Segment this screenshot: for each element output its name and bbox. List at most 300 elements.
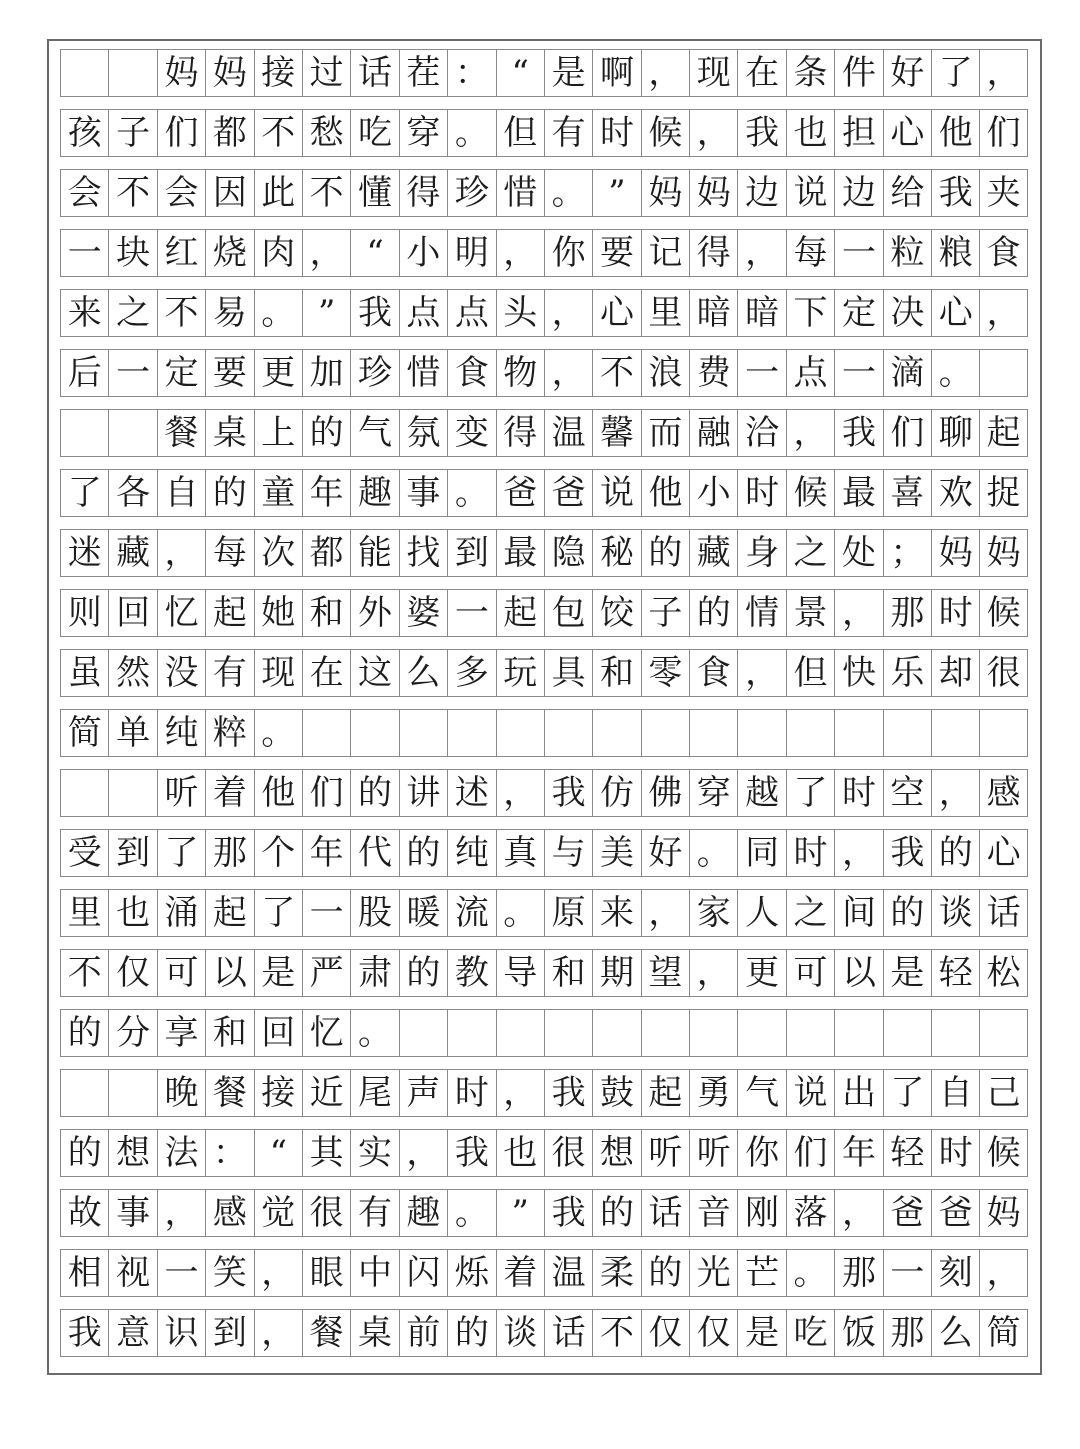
grid-cell: 一 bbox=[834, 229, 882, 277]
character-grid bbox=[60, 49, 1028, 1369]
grid-cell: 的 bbox=[641, 529, 689, 577]
grid-cell bbox=[979, 709, 1027, 757]
grid-cell: 话 bbox=[641, 1189, 689, 1237]
grid-cell: ， bbox=[689, 949, 737, 997]
grid-cell: 故 bbox=[60, 1189, 108, 1237]
grid-cell: 童 bbox=[254, 469, 302, 517]
grid-cell: 来 bbox=[592, 889, 640, 937]
grid-cell: 吃 bbox=[350, 109, 398, 157]
grid-row bbox=[60, 349, 1028, 397]
grid-cell: 一 bbox=[834, 349, 882, 397]
grid-cell bbox=[302, 709, 350, 757]
grid-cell: 餐 bbox=[157, 409, 205, 457]
grid-cell: ， bbox=[834, 1189, 882, 1237]
grid-cell: 仅 bbox=[108, 949, 156, 997]
grid-cell: 佛 bbox=[641, 769, 689, 817]
grid-cell: 景 bbox=[786, 589, 834, 637]
grid-cell: 捉 bbox=[979, 469, 1027, 517]
grid-cell: 话 bbox=[350, 49, 398, 97]
grid-cell: 么 bbox=[399, 649, 447, 697]
grid-cell: 己 bbox=[979, 1069, 1027, 1117]
grid-cell: 不 bbox=[108, 169, 156, 217]
grid-cell: 眼 bbox=[302, 1249, 350, 1297]
grid-cell: 回 bbox=[108, 589, 156, 637]
grid-cell: 股 bbox=[350, 889, 398, 937]
grid-cell bbox=[399, 1009, 447, 1057]
grid-cell: 在 bbox=[302, 649, 350, 697]
grid-cell: 是 bbox=[883, 949, 931, 997]
grid-cell: 感 bbox=[205, 1189, 253, 1237]
grid-cell bbox=[737, 1009, 785, 1057]
grid-cell: 们 bbox=[883, 409, 931, 457]
grid-cell: 纯 bbox=[447, 829, 495, 877]
grid-cell bbox=[544, 1009, 592, 1057]
grid-cell: 刻 bbox=[931, 1249, 979, 1297]
grid-cell: 烁 bbox=[447, 1249, 495, 1297]
grid-row bbox=[60, 1249, 1028, 1297]
grid-cell: 珍 bbox=[350, 349, 398, 397]
grid-cell: ， bbox=[834, 829, 882, 877]
grid-cell: 边 bbox=[737, 169, 785, 217]
grid-cell: 受 bbox=[60, 829, 108, 877]
grid-cell: 食 bbox=[689, 649, 737, 697]
grid-cell: 时 bbox=[737, 469, 785, 517]
grid-cell: 到 bbox=[108, 829, 156, 877]
grid-cell: “ bbox=[254, 1129, 302, 1177]
grid-cell: 妈 bbox=[641, 169, 689, 217]
grid-cell: 条 bbox=[786, 49, 834, 97]
grid-cell: 暗 bbox=[737, 289, 785, 337]
grid-cell: 食 bbox=[447, 349, 495, 397]
grid-cell: 越 bbox=[737, 769, 785, 817]
grid-cell: 的 bbox=[447, 1309, 495, 1357]
grid-cell: 听 bbox=[689, 1129, 737, 1177]
grid-cell: 时 bbox=[786, 829, 834, 877]
grid-cell: 迷 bbox=[60, 529, 108, 577]
grid-cell: 时 bbox=[931, 1129, 979, 1177]
grid-cell: 尾 bbox=[350, 1069, 398, 1117]
grid-cell: 聊 bbox=[931, 409, 979, 457]
grid-cell: 上 bbox=[254, 409, 302, 457]
grid-cell: 讲 bbox=[399, 769, 447, 817]
grid-cell: 多 bbox=[447, 649, 495, 697]
grid-cell: 而 bbox=[641, 409, 689, 457]
grid-cell: 以 bbox=[834, 949, 882, 997]
grid-cell: 真 bbox=[496, 829, 544, 877]
grid-cell: 但 bbox=[786, 649, 834, 697]
grid-cell: 谈 bbox=[931, 889, 979, 937]
grid-cell: ， bbox=[302, 229, 350, 277]
grid-cell: 最 bbox=[496, 529, 544, 577]
grid-cell: 时 bbox=[834, 769, 882, 817]
grid-cell: 一 bbox=[737, 349, 785, 397]
grid-cell: 们 bbox=[157, 109, 205, 157]
grid-cell: 很 bbox=[544, 1129, 592, 1177]
grid-cell: 一 bbox=[302, 889, 350, 937]
grid-cell: 说 bbox=[786, 169, 834, 217]
grid-cell: 与 bbox=[544, 829, 592, 877]
grid-cell: 妈 bbox=[931, 529, 979, 577]
grid-cell: 饺 bbox=[592, 589, 640, 637]
grid-cell: ， bbox=[157, 1189, 205, 1237]
grid-cell: 小 bbox=[689, 469, 737, 517]
grid-cell: 是 bbox=[544, 49, 592, 97]
grid-cell: 自 bbox=[157, 469, 205, 517]
grid-cell: 的 bbox=[399, 829, 447, 877]
grid-cell: 着 bbox=[205, 769, 253, 817]
grid-cell: 候 bbox=[786, 469, 834, 517]
grid-cell: 有 bbox=[205, 649, 253, 697]
grid-cell: 包 bbox=[544, 589, 592, 637]
grid-cell: ， bbox=[834, 589, 882, 637]
grid-cell: 晚 bbox=[157, 1069, 205, 1117]
grid-cell: 代 bbox=[350, 829, 398, 877]
grid-cell: 说 bbox=[786, 1069, 834, 1117]
grid-cell: ， bbox=[737, 649, 785, 697]
grid-cell: 空 bbox=[883, 769, 931, 817]
grid-cell: 心 bbox=[883, 109, 931, 157]
grid-cell: 现 bbox=[254, 649, 302, 697]
grid-cell: 洽 bbox=[737, 409, 785, 457]
grid-cell: 好 bbox=[883, 49, 931, 97]
grid-cell: 么 bbox=[931, 1309, 979, 1357]
grid-cell: 那 bbox=[834, 1249, 882, 1297]
grid-cell: 的 bbox=[205, 469, 253, 517]
grid-cell: 了 bbox=[254, 889, 302, 937]
grid-cell: 穿 bbox=[399, 109, 447, 157]
grid-cell: 粒 bbox=[883, 229, 931, 277]
grid-cell: 候 bbox=[979, 589, 1027, 637]
grid-cell: 点 bbox=[399, 289, 447, 337]
grid-cell: 不 bbox=[60, 949, 108, 997]
grid-cell: 实 bbox=[350, 1129, 398, 1177]
grid-cell: 事 bbox=[108, 1189, 156, 1237]
grid-cell: 但 bbox=[496, 109, 544, 157]
grid-cell: 没 bbox=[157, 649, 205, 697]
grid-cell: 物 bbox=[496, 349, 544, 397]
grid-cell: 仅 bbox=[641, 1309, 689, 1357]
grid-cell: 他 bbox=[254, 769, 302, 817]
grid-row bbox=[60, 1129, 1028, 1177]
grid-cell: ， bbox=[544, 289, 592, 337]
grid-cell: 边 bbox=[834, 169, 882, 217]
grid-cell: 述 bbox=[447, 769, 495, 817]
grid-cell: 餐 bbox=[302, 1309, 350, 1357]
grid-cell bbox=[350, 709, 398, 757]
grid-cell: “ bbox=[496, 49, 544, 97]
grid-cell bbox=[592, 709, 640, 757]
grid-cell: 话 bbox=[544, 1309, 592, 1357]
grid-cell: 易 bbox=[205, 289, 253, 337]
grid-row bbox=[60, 1189, 1028, 1237]
grid-row bbox=[60, 769, 1028, 817]
composition-paper bbox=[47, 39, 1042, 1375]
grid-cell: 了 bbox=[786, 769, 834, 817]
grid-row bbox=[60, 1069, 1028, 1117]
grid-cell: 食 bbox=[979, 229, 1027, 277]
grid-cell: 候 bbox=[979, 1129, 1027, 1177]
grid-cell: 给 bbox=[883, 169, 931, 217]
grid-cell: 想 bbox=[108, 1129, 156, 1177]
grid-cell: ” bbox=[496, 1189, 544, 1237]
grid-cell: ， bbox=[641, 889, 689, 937]
grid-cell: 茬 bbox=[399, 49, 447, 97]
grid-cell: 会 bbox=[157, 169, 205, 217]
grid-cell: 们 bbox=[786, 1129, 834, 1177]
grid-cell: 快 bbox=[834, 649, 882, 697]
grid-cell: 氛 bbox=[399, 409, 447, 457]
grid-cell: 有 bbox=[544, 109, 592, 157]
grid-row bbox=[60, 1309, 1028, 1357]
grid-cell: 流 bbox=[447, 889, 495, 937]
grid-cell: 候 bbox=[641, 109, 689, 157]
grid-cell: 懂 bbox=[350, 169, 398, 217]
grid-cell: ， bbox=[979, 49, 1027, 97]
grid-cell: 因 bbox=[205, 169, 253, 217]
grid-cell: ， bbox=[254, 1249, 302, 1297]
grid-cell: 很 bbox=[979, 649, 1027, 697]
grid-cell: 气 bbox=[350, 409, 398, 457]
grid-cell: 轻 bbox=[883, 1129, 931, 1177]
grid-cell: 暖 bbox=[399, 889, 447, 937]
grid-cell: 芒 bbox=[737, 1249, 785, 1297]
grid-cell: 落 bbox=[786, 1189, 834, 1237]
grid-cell: 间 bbox=[834, 889, 882, 937]
grid-cell: 喜 bbox=[883, 469, 931, 517]
grid-cell: 里 bbox=[60, 889, 108, 937]
grid-cell: 玩 bbox=[496, 649, 544, 697]
grid-cell bbox=[979, 1009, 1027, 1057]
grid-cell: 穿 bbox=[689, 769, 737, 817]
grid-cell bbox=[544, 709, 592, 757]
grid-cell: 点 bbox=[447, 289, 495, 337]
grid-cell: 妈 bbox=[689, 169, 737, 217]
grid-cell: 都 bbox=[302, 529, 350, 577]
grid-cell bbox=[834, 709, 882, 757]
grid-cell: 温 bbox=[544, 409, 592, 457]
grid-cell: 期 bbox=[592, 949, 640, 997]
grid-cell: 的 bbox=[350, 769, 398, 817]
grid-cell bbox=[60, 409, 108, 457]
grid-cell: 想 bbox=[592, 1129, 640, 1177]
grid-cell: 单 bbox=[108, 709, 156, 757]
grid-cell: 。 bbox=[447, 469, 495, 517]
grid-cell: ” bbox=[302, 289, 350, 337]
grid-cell: 在 bbox=[737, 49, 785, 97]
grid-cell: 温 bbox=[544, 1249, 592, 1297]
grid-cell: 愁 bbox=[302, 109, 350, 157]
grid-cell: 近 bbox=[302, 1069, 350, 1117]
grid-cell: 声 bbox=[399, 1069, 447, 1117]
grid-row bbox=[60, 289, 1028, 337]
grid-cell: 好 bbox=[641, 829, 689, 877]
grid-cell: 。 bbox=[350, 1009, 398, 1057]
grid-cell bbox=[689, 709, 737, 757]
grid-cell: 乐 bbox=[883, 649, 931, 697]
grid-cell: 他 bbox=[641, 469, 689, 517]
grid-cell: 可 bbox=[157, 949, 205, 997]
grid-cell: 爸 bbox=[883, 1189, 931, 1237]
grid-cell: 具 bbox=[544, 649, 592, 697]
grid-cell: 最 bbox=[834, 469, 882, 517]
grid-row bbox=[60, 1009, 1028, 1057]
grid-cell: 我 bbox=[350, 289, 398, 337]
grid-cell: 我 bbox=[544, 1069, 592, 1117]
grid-cell: 们 bbox=[979, 109, 1027, 157]
grid-cell: 粹 bbox=[205, 709, 253, 757]
grid-cell: 我 bbox=[737, 109, 785, 157]
grid-cell: 变 bbox=[447, 409, 495, 457]
grid-cell: 都 bbox=[205, 109, 253, 157]
grid-cell: 虽 bbox=[60, 649, 108, 697]
grid-cell bbox=[834, 1009, 882, 1057]
grid-cell: 处 bbox=[834, 529, 882, 577]
grid-cell: 不 bbox=[592, 1309, 640, 1357]
grid-row bbox=[60, 229, 1028, 277]
grid-cell: 却 bbox=[931, 649, 979, 697]
grid-cell: 接 bbox=[254, 49, 302, 97]
grid-cell: 起 bbox=[205, 589, 253, 637]
grid-cell: ， bbox=[496, 229, 544, 277]
grid-cell bbox=[447, 1009, 495, 1057]
grid-cell: 一 bbox=[60, 229, 108, 277]
grid-cell bbox=[786, 1009, 834, 1057]
grid-row bbox=[60, 49, 1028, 97]
grid-cell: ” bbox=[592, 169, 640, 217]
grid-cell: 馨 bbox=[592, 409, 640, 457]
grid-cell: 肃 bbox=[350, 949, 398, 997]
grid-cell: 同 bbox=[737, 829, 785, 877]
grid-cell bbox=[931, 1009, 979, 1057]
grid-cell bbox=[883, 709, 931, 757]
grid-cell: 之 bbox=[786, 889, 834, 937]
grid-cell: 记 bbox=[641, 229, 689, 277]
grid-cell: 个 bbox=[254, 829, 302, 877]
grid-cell: 桌 bbox=[205, 409, 253, 457]
grid-cell: 身 bbox=[737, 529, 785, 577]
grid-cell: 吃 bbox=[786, 1309, 834, 1357]
grid-cell: 心 bbox=[979, 829, 1027, 877]
grid-cell bbox=[496, 709, 544, 757]
grid-row bbox=[60, 709, 1028, 757]
grid-cell: ， bbox=[979, 289, 1027, 337]
grid-cell: 爸 bbox=[496, 469, 544, 517]
grid-cell: 更 bbox=[737, 949, 785, 997]
grid-cell: 次 bbox=[254, 529, 302, 577]
grid-row bbox=[60, 469, 1028, 517]
grid-cell: 隐 bbox=[544, 529, 592, 577]
grid-cell: 心 bbox=[931, 289, 979, 337]
grid-cell: 的 bbox=[592, 1189, 640, 1237]
grid-cell: 忆 bbox=[302, 1009, 350, 1057]
grid-cell: 费 bbox=[689, 349, 737, 397]
grid-cell: 我 bbox=[931, 169, 979, 217]
grid-cell: 珍 bbox=[447, 169, 495, 217]
grid-cell: 一 bbox=[108, 349, 156, 397]
grid-cell: ： bbox=[447, 49, 495, 97]
grid-cell: 每 bbox=[786, 229, 834, 277]
grid-cell bbox=[592, 1009, 640, 1057]
grid-cell: 夹 bbox=[979, 169, 1027, 217]
grid-cell: 得 bbox=[399, 169, 447, 217]
grid-cell: 望 bbox=[641, 949, 689, 997]
grid-cell: 柔 bbox=[592, 1249, 640, 1297]
grid-cell: 那 bbox=[883, 589, 931, 637]
grid-cell: 藏 bbox=[108, 529, 156, 577]
grid-cell: 简 bbox=[60, 709, 108, 757]
grid-cell: 相 bbox=[60, 1249, 108, 1297]
grid-cell: 忆 bbox=[157, 589, 205, 637]
grid-row bbox=[60, 949, 1028, 997]
grid-cell: 享 bbox=[157, 1009, 205, 1057]
grid-cell: 音 bbox=[689, 1189, 737, 1237]
grid-cell: 滴 bbox=[883, 349, 931, 397]
grid-cell: 和 bbox=[302, 589, 350, 637]
grid-cell: 回 bbox=[254, 1009, 302, 1057]
grid-cell: 以 bbox=[205, 949, 253, 997]
grid-cell: 感 bbox=[979, 769, 1027, 817]
grid-cell: 和 bbox=[544, 949, 592, 997]
grid-cell: 的 bbox=[60, 1009, 108, 1057]
grid-cell: 心 bbox=[592, 289, 640, 337]
grid-cell: 。 bbox=[689, 829, 737, 877]
grid-row bbox=[60, 589, 1028, 637]
grid-cell: 着 bbox=[496, 1249, 544, 1297]
grid-cell: 也 bbox=[496, 1129, 544, 1177]
grid-cell: ， bbox=[689, 109, 737, 157]
grid-cell: 不 bbox=[302, 169, 350, 217]
grid-cell: 各 bbox=[108, 469, 156, 517]
grid-cell: ： bbox=[205, 1129, 253, 1177]
grid-cell bbox=[641, 1009, 689, 1057]
grid-cell: 我 bbox=[544, 769, 592, 817]
grid-cell: 的 bbox=[689, 589, 737, 637]
grid-cell: 我 bbox=[447, 1129, 495, 1177]
grid-cell: 之 bbox=[786, 529, 834, 577]
grid-cell: 谈 bbox=[496, 1309, 544, 1357]
grid-cell bbox=[108, 1069, 156, 1117]
grid-cell: 的 bbox=[399, 949, 447, 997]
grid-cell: ， bbox=[157, 529, 205, 577]
grid-cell: 红 bbox=[157, 229, 205, 277]
grid-cell: 现 bbox=[689, 49, 737, 97]
grid-row bbox=[60, 409, 1028, 457]
grid-cell: 餐 bbox=[205, 1069, 253, 1117]
grid-cell: 纯 bbox=[157, 709, 205, 757]
grid-cell: 要 bbox=[592, 229, 640, 277]
grid-cell: 和 bbox=[205, 1009, 253, 1057]
grid-cell: 美 bbox=[592, 829, 640, 877]
grid-cell: 也 bbox=[108, 889, 156, 937]
grid-cell: 时 bbox=[931, 589, 979, 637]
grid-cell: 里 bbox=[641, 289, 689, 337]
grid-cell: 你 bbox=[544, 229, 592, 277]
grid-cell: 我 bbox=[60, 1309, 108, 1357]
grid-cell bbox=[399, 709, 447, 757]
grid-cell: 妈 bbox=[157, 49, 205, 97]
grid-cell: ， bbox=[641, 49, 689, 97]
grid-cell: 融 bbox=[689, 409, 737, 457]
grid-cell: 。 bbox=[447, 1189, 495, 1237]
grid-cell bbox=[883, 1009, 931, 1057]
grid-cell: 定 bbox=[834, 289, 882, 337]
grid-cell: 惜 bbox=[399, 349, 447, 397]
grid-cell: 自 bbox=[931, 1069, 979, 1117]
grid-cell: 妈 bbox=[979, 529, 1027, 577]
grid-cell: 我 bbox=[834, 409, 882, 457]
grid-cell: 爸 bbox=[544, 469, 592, 517]
grid-cell: 松 bbox=[979, 949, 1027, 997]
